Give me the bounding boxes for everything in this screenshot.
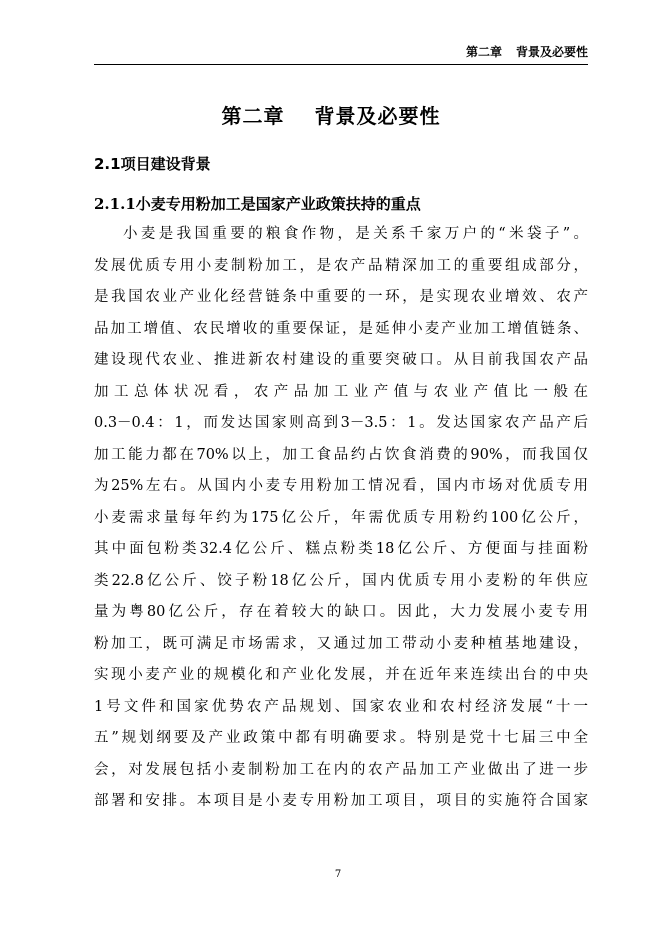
body-line: 粉加工，既可满足市场需求，又通过加工带动小麦种植基地建设， — [94, 635, 588, 652]
body-line: 建设现代农业、推进新农村建设的重要突破口。从目前我国农产品 — [94, 352, 588, 368]
body-line: 发展优质专用小麦制粉加工，是农产品精深加工的重要组成部分， — [94, 257, 588, 274]
body-line: 实现小麦产业的规模化和产业化发展，并在近年来连续出台的中央 — [94, 667, 588, 683]
subsection-heading: 2.1.1小麦专用粉加工是国家产业政策扶持的重点 — [94, 195, 421, 213]
body-line: 加工能力都在70%以上，加工食品约占饮食消费的90%，而我国仅 — [94, 446, 588, 463]
running-header-title: 背景及必要性 — [515, 45, 588, 59]
body-line: 是我国农业产业化经营链条中重要的一环，是实现农业增效、农产 — [94, 289, 588, 305]
body-line: 其中面包粉类32.4亿公斤、糕点粉类18亿公斤、方便面与挂面粉 — [94, 541, 588, 557]
chapter-name: 背景及必要性 — [314, 104, 441, 128]
body-line: 类22.8亿公斤、饺子粉18亿公斤，国内优质专用小麦粉的年供应 — [94, 572, 588, 589]
chapter-title — [0, 100, 662, 129]
body-line: 品加工增值、农民增收的重要保证，是延伸小麦产业加工增值链条、 — [94, 320, 588, 337]
body-line: 部署和安排。本项目是小麦专用粉加工项目，项目的实施符合国家 — [94, 793, 588, 809]
body-line: 1号文件和国家优势农产品规划、国家农业和农村经济发展“十一 — [94, 698, 588, 715]
running-header-chapter: 第二章 — [465, 45, 502, 59]
chapter-number: 第二章 — [221, 104, 285, 128]
body-line: 加工总体状况看，农产品加工业产值与农业产值比一般在 — [94, 383, 588, 400]
body-line: 会，对发展包括小麦制粉加工在内的农产品加工产业做出了进一步 — [94, 761, 588, 778]
body-line: 0.3－0.4：1，而发达国家则高到3－3.5：1。发达国家农产品产后 — [94, 415, 588, 431]
body-paragraph — [94, 219, 588, 818]
page-number: 7 — [334, 869, 342, 880]
body-line: 为25%左右。从国内小麦专用粉加工情况看，国内市场对优质专用 — [94, 478, 588, 494]
body-line: 小麦是我国重要的粮食作物，是关系千家万户的“米袋子”。 — [123, 226, 588, 242]
section-heading: 2.1项目建设背景 — [94, 155, 211, 173]
running-header — [94, 44, 588, 65]
body-line: 量为粤80亿公斤，存在着较大的缺口。因此，大力发展小麦专用 — [94, 604, 588, 620]
body-line: 小麦需求量每年约为175亿公斤，年需优质专用粉约100亿公斤， — [94, 509, 588, 526]
body-line: 五”规划纲要及产业政策中都有明确要求。特别是党十七届三中全 — [94, 730, 588, 746]
